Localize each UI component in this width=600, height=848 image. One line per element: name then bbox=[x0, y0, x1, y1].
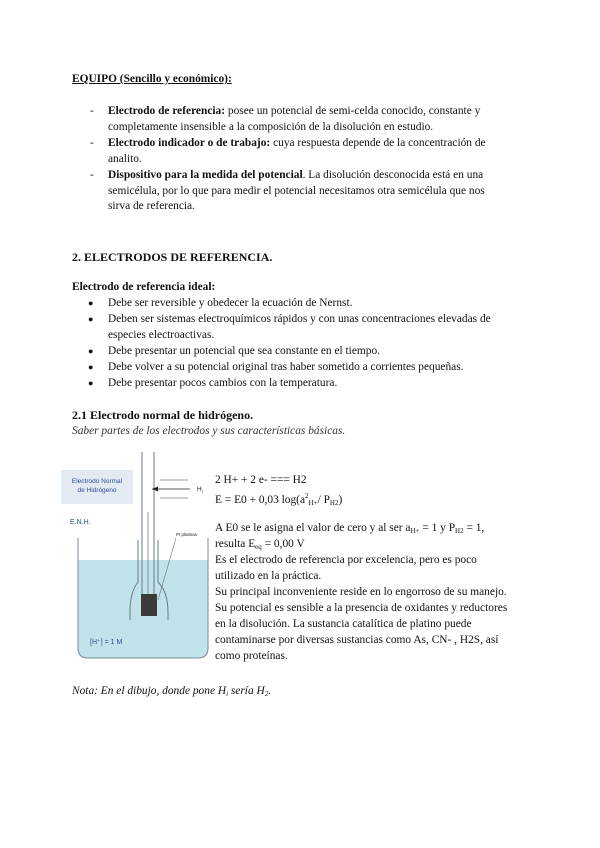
concentration-label: [H⁺] = 1 M bbox=[90, 639, 123, 646]
equipo-item-3: Dispositivo para la medida del potencial. La disolución desconocida está en una semicélula, por lo que para medir el potencial necesitamos otra semicélula que nos sirva de referencia. bbox=[108, 169, 485, 212]
paragraph-line-4: utilizado en la práctica. bbox=[215, 570, 322, 582]
bullet-dot: ● bbox=[88, 362, 94, 372]
section2-subheading: Electrodo de referencia ideal: bbox=[72, 281, 216, 293]
paragraph-line-1: A E0 se le asigna el valor de cero y al ser $a_{H+} = 1$ y $P_{H2} = 1$, bbox=[215, 522, 485, 535]
equipo-heading: EQUIPO (Sencillo y económico): bbox=[72, 73, 232, 85]
bullet-item-4: Debe volver a su potencial original tras haber sometido a corrientes pequeñas. bbox=[108, 361, 464, 373]
bullet-dot: ● bbox=[88, 314, 94, 324]
pt-label: Pt platinas bbox=[176, 532, 198, 537]
bullet-item-5: Debe presentar pocos cambios con la temperatura. bbox=[108, 377, 338, 389]
hydrogen-electrode-diagram bbox=[60, 452, 210, 664]
paragraph-line-3: Es el electrodo de referencia por excelencia, pero es poco bbox=[215, 554, 477, 566]
platinum-plate bbox=[141, 594, 157, 616]
bullet-dot: ● bbox=[88, 298, 94, 308]
paragraph-line-9: como proteínas. bbox=[215, 650, 288, 662]
reaction-equation: 2 H+ + 2 e- === H2 bbox=[215, 474, 307, 486]
nernst-equation: E = E0 + 0,03 $\log(a^2_{H+}/$ $P_{H2}$) bbox=[215, 492, 343, 507]
diagram-enh-label: E.N.H. bbox=[70, 519, 91, 526]
h-gas-label: $H_i$ bbox=[197, 486, 203, 494]
paragraph-line-2: resulta $E_{eq} = 0,00$ V bbox=[215, 538, 305, 551]
bullet-dot: ● bbox=[88, 346, 94, 356]
section21-heading: 2.1 Electrodo normal de hidrógeno. bbox=[72, 408, 254, 422]
equipo-item-1: Electrodo de referencia: posee un potencial de semi-celda conocido, constante y completamente insensible a la composición de la disolución en estudio. bbox=[108, 105, 481, 133]
note: Nota: En el dibujo, donde pone $H_i$ sería $H_2$. bbox=[72, 685, 272, 698]
equipo-item-2: Electrodo indicador o de trabajo: cuya respuesta depende de la concentración de analito. bbox=[108, 137, 486, 165]
bullet-item-2: Deben ser sistemas electroquímicos rápidos y con unas concentraciones elevadas de bbox=[108, 313, 491, 325]
paragraph-line-7: en la disolución. La sustancia catalítica de platino puede bbox=[215, 618, 472, 630]
section21-subtitle: Saber partes de los electrodos y sus características básicas. bbox=[72, 425, 346, 437]
diagram-title-line1: Electrodo Normal bbox=[71, 478, 123, 485]
document-page: EQUIPO (Sencillo y económico): - Electrodo de referencia: posee un potencial de semi-celda conocido, constante y completamente insensible a la composición de la disolución en estudio. - Electrodo indicador o de trabajo: cuya respuesta depende de la concentración de analito. - Dispositivo para la medida del potencial. La disolución desconocida está en una semicélula, por lo que para medir el potencial necesitamos otra semicélula que nos sirva de referencia. 2. ELECTRODOS DE REFERENCIA. Electrodo de referencia ideal: ● Debe ser reversible y obedecer la ecuación de Nernst. ● Deben ser sistemas electroquímicos rápidos y con unas concentraciones elevadas de especies electroactivas. ● Debe presentar un potencial que sea constante en el tiempo. ● Debe volver a su potencial original tras haber sometido a corrientes pequeñas. ● Debe presentar pocos cambios con la temperatura. 2.1 Electrodo normal de hidrógeno. Saber partes de los electrodos y sus características básicas. Electrodo Normal de Hidrógeno E.N.H. $H_i$ Pt platinas [H⁺] = 1 M 2 H+ + 2 e- === H2 E = E0 + 0,03 $\log(a^2_{H+}/$ $P_{H2}$) A E0 se le asigna el valor de cero y al ser $a_{H+} = 1$ y $P_{H2} = 1$, resulta $E_{eq} = 0,00$ V Es el electrodo de referencia por excelencia, pero es poco utilizado en la práctica. Su principal inconveniente reside en lo engorroso de su manejo. Su potencial es sensible a la presencia de oxidantes y reductores en la disolución. La sustancia catalítica de platino puede contaminarse por diversas sustancias como As, CN- , H2S, así como proteínas. Nota: En el dibujo, donde pone $H_i$ sería $H_2$. bbox=[0, 0, 600, 848]
bullet-item-2-cont: especies electroactivas. bbox=[108, 329, 215, 341]
paragraph-line-6: Su potencial es sensible a la presencia de oxidantes y reductores bbox=[215, 602, 508, 614]
diagram-title-line2: de Hidrógeno bbox=[77, 487, 117, 494]
bullet-dot: ● bbox=[88, 378, 94, 388]
section2-heading: 2. ELECTRODOS DE REFERENCIA. bbox=[72, 250, 273, 264]
bullet-item-1: Debe ser reversible y obedecer la ecuación de Nernst. bbox=[108, 297, 353, 309]
bullet-item-3: Debe presentar un potencial que sea constante en el tiempo. bbox=[108, 345, 381, 357]
paragraph-line-8: contaminarse por diversas sustancias como As, CN- , H2S, así bbox=[215, 634, 499, 646]
paragraph-line-5: Su principal inconveniente reside en lo engorroso de su manejo. bbox=[215, 586, 507, 598]
